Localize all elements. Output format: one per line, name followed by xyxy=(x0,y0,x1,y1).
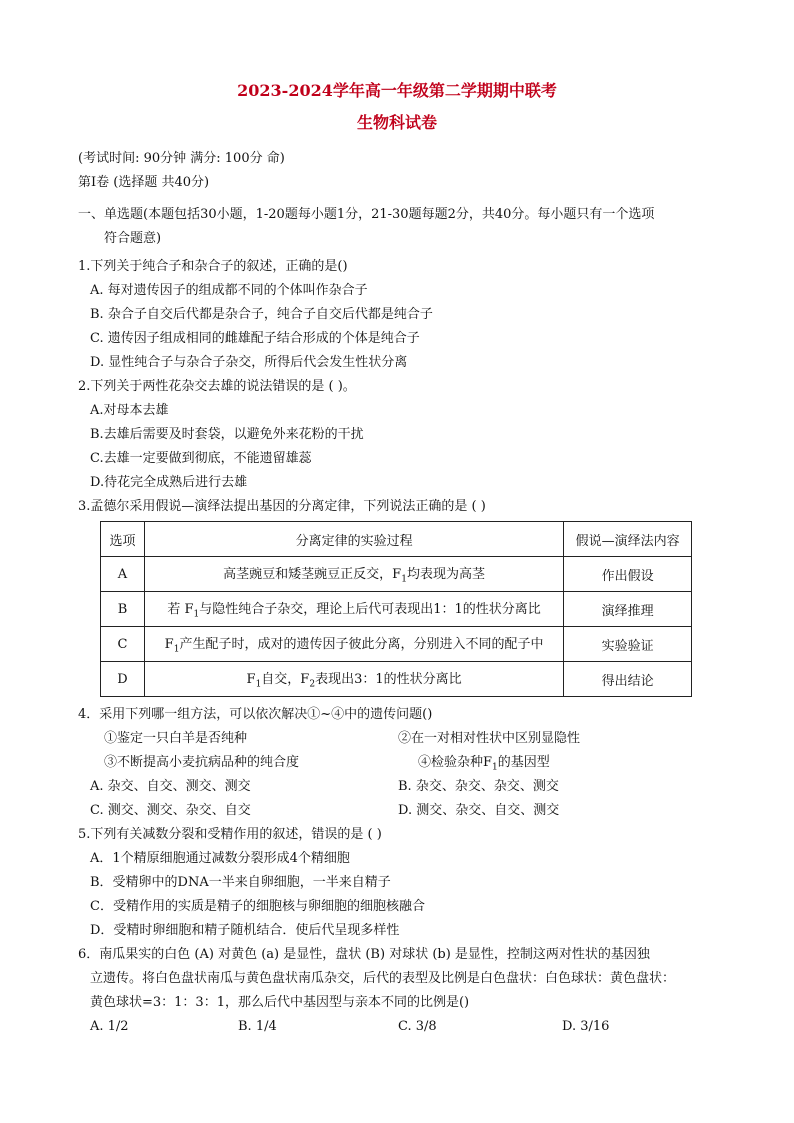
table-cell-option: B xyxy=(101,592,145,627)
exam-title: 2023-2024学年高一年级第二学期期中联考 xyxy=(237,81,557,100)
q4-item-3: ③不断提高小麦抗病品种的纯合度 xyxy=(104,755,300,770)
q6-stem-line1: 6．南瓜果实的白色 (A) 对黄色 (a) 是显性，盘状 (B) 对球状 (b) 是显性，控制这两对性状的基因独 xyxy=(78,947,650,962)
table-cell-content: 作出假设 xyxy=(564,557,692,592)
q1-option-d: D. 显性纯合子与杂合子杂交，所得后代会发生性状分离 xyxy=(90,355,408,370)
q2-option-d: D.待花完全成熟后进行去雄 xyxy=(90,475,248,490)
q6-option-a: A. 1/2 xyxy=(90,1019,129,1034)
q4-option-b: B. 杂交、杂交、杂交、测交 xyxy=(398,779,559,794)
table-row xyxy=(101,557,692,592)
q4-item-1: ①鉴定一只白羊是否纯种 xyxy=(104,731,248,746)
table-cell-process: 高茎豌豆和矮茎豌豆正反交，$F_1$均表现为高茎 xyxy=(144,557,563,592)
q2-option-c: C.去雄一定要做到彻底，不能遗留雄蕊 xyxy=(90,451,312,466)
table-row xyxy=(101,592,692,627)
q4-option-d: D. 测交、杂交、自交、测交 xyxy=(398,803,560,818)
table-cell-option: D xyxy=(101,662,145,697)
table-cell-content: 实验验证 xyxy=(564,627,692,662)
table-cell-process: $F_1$自交，$F_2$表现出3：1的性状分离比 xyxy=(144,662,563,697)
q4-item-2: ②在一对相对性状中区别显隐性 xyxy=(398,731,581,746)
q5-option-a: A．1个精原细胞通过减数分裂形成4个精细胞 xyxy=(90,851,350,866)
q1-stem: 1.下列关于纯合子和杂合子的叙述，正确的是() xyxy=(78,259,348,274)
table-cell-option: A xyxy=(101,557,145,592)
q2-stem: 2.下列关于两性花杂交去雄的说法错误的是 ( )。 xyxy=(78,379,356,394)
table-header-option: 选项 xyxy=(101,522,145,557)
q3-table xyxy=(100,521,692,697)
q6-option-d: D. 3/16 xyxy=(562,1019,610,1034)
table-row xyxy=(101,662,692,697)
q5-option-d: D．受精时卵细胞和精子随机结合．使后代呈现多样性 xyxy=(90,923,400,938)
q6-option-c: C. 3/8 xyxy=(398,1019,437,1034)
q5-option-b: B．受精卵中的DNA一半来自卵细胞，一半来自精子 xyxy=(90,875,391,890)
exam-subtitle: 生物科试卷 xyxy=(356,113,437,132)
table-row xyxy=(101,627,692,662)
q1-option-a: A. 每对遗传因子的组成都不同的个体叫作杂合子 xyxy=(90,283,368,298)
q6-option-b: B. 1/4 xyxy=(238,1019,277,1034)
instructions-line1: 一、单选题(本题包括30小题，1-20题每小题1分，21-30题每题2分，共40分。每小题只有一个选项 xyxy=(78,207,655,222)
exam-info: (考试时间: 90分钟 满分: 100分 命) xyxy=(78,151,285,166)
q5-stem: 5.下列有关减数分裂和受精作用的叙述，错误的是 ( ) xyxy=(78,827,382,842)
section-title: 第Ⅰ卷 (选择题 共40分) xyxy=(78,175,210,190)
q3-stem: 3.孟德尔采用假说—演绎法提出基因的分离定律，下列说法正确的是 ( ) xyxy=(78,499,486,514)
table-header-content: 假说—演绎法内容 xyxy=(564,522,692,557)
q4-option-a: A. 杂交、自交、测交、测交 xyxy=(90,779,251,794)
q6-stem-line3: 黄色球状=3：1：3：1，那么后代中基因型与亲本不同的比例是() xyxy=(90,995,470,1010)
q4-stem: 4．采用下列哪一组方法，可以依次解决①~④中的遗传问题() xyxy=(78,707,433,722)
q4-item-4: ④检验杂种$F_1$的基因型 xyxy=(418,755,550,773)
table-cell-process: $F_1$产生配子时，成对的遗传因子彼此分离，分别进入不同的配子中 xyxy=(144,627,563,662)
table-cell-content: 得出结论 xyxy=(564,662,692,697)
q4-option-c: C. 测交、测交、杂交、自交 xyxy=(90,803,251,818)
table-cell-process: 若 $F_1$与隐性纯合子杂交，理论上后代可表现出1：1的性状分离比 xyxy=(144,592,563,627)
table-header-process: 分离定律的实验过程 xyxy=(144,522,563,557)
q1-option-c: C. 遗传因子组成相同的雌雄配子结合形成的个体是纯合子 xyxy=(90,331,420,346)
table-cell-content: 演绎推理 xyxy=(564,592,692,627)
instructions-line2: 符合题意) xyxy=(104,231,162,246)
q2-option-a: A.对母本去雄 xyxy=(90,403,169,418)
table-cell-option: C xyxy=(101,627,145,662)
q1-option-b: B. 杂合子自交后代都是杂合子，纯合子自交后代都是纯合子 xyxy=(90,307,433,322)
table-header-row xyxy=(101,522,692,557)
q2-option-b: B.去雄后需要及时套袋，以避免外来花粉的干扰 xyxy=(90,427,364,442)
q5-option-c: C．受精作用的实质是精子的细胞核与卵细胞的细胞核融合 xyxy=(90,899,425,914)
q6-stem-line2: 立遗传。将白色盘状南瓜与黄色盘状南瓜杂交，后代的表型及比例是白色盘状：白色球状：黄色盘状： xyxy=(90,971,676,986)
